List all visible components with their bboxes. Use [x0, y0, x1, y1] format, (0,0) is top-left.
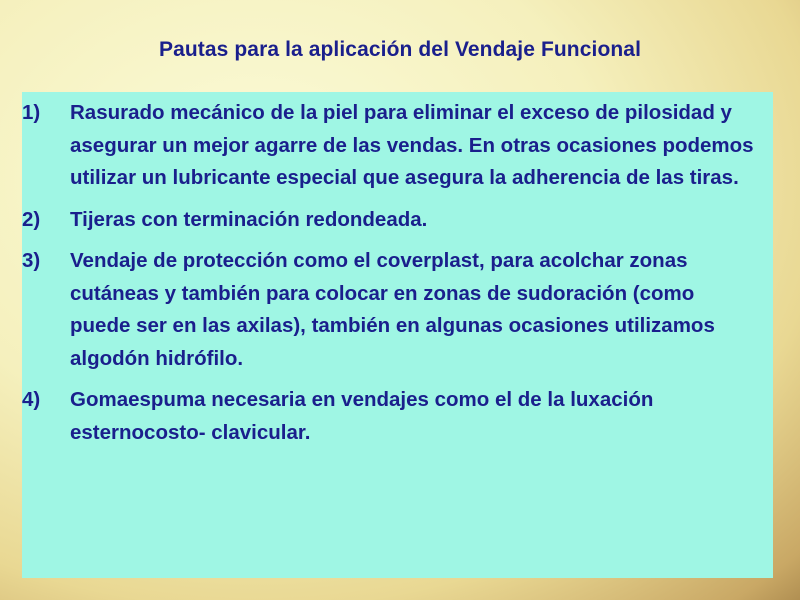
- list-item: [22, 97, 757, 195]
- list-item-text: Rasurado mecánico de la piel para eliminar el exceso de pilosidad y asegurar un mejor agarre de las vendas. En otras ocasiones podemos utilizar un lubricante especial que asegura la adherencia de las tiras.: [70, 101, 754, 189]
- list-item-text: Gomaespuma necesaria en vendajes como el de la luxación esternocosto- clavicular.: [70, 388, 654, 444]
- content-box: [22, 92, 773, 578]
- list-item-text: Vendaje de protección como el coverplast, para acolchar zonas cutáneas y también para colocar en zonas de sudoración (como puede ser en las axilas), también en algunas ocasiones utilizamos algodón hidrófilo.: [70, 249, 715, 370]
- list-item-text: Tijeras con terminación redondeada.: [70, 207, 428, 231]
- list-item-number: 4): [22, 388, 41, 411]
- slide-title: Pautas para la aplicación del Vendaje Funcional: [158, 38, 642, 61]
- numbered-list: [22, 97, 757, 458]
- list-item: [22, 245, 757, 375]
- list-item-number: 1): [22, 101, 41, 124]
- list-item-number: 2): [22, 207, 41, 231]
- list-item: [22, 204, 757, 237]
- list-item-number: 3): [22, 249, 41, 272]
- list-item: [22, 384, 757, 449]
